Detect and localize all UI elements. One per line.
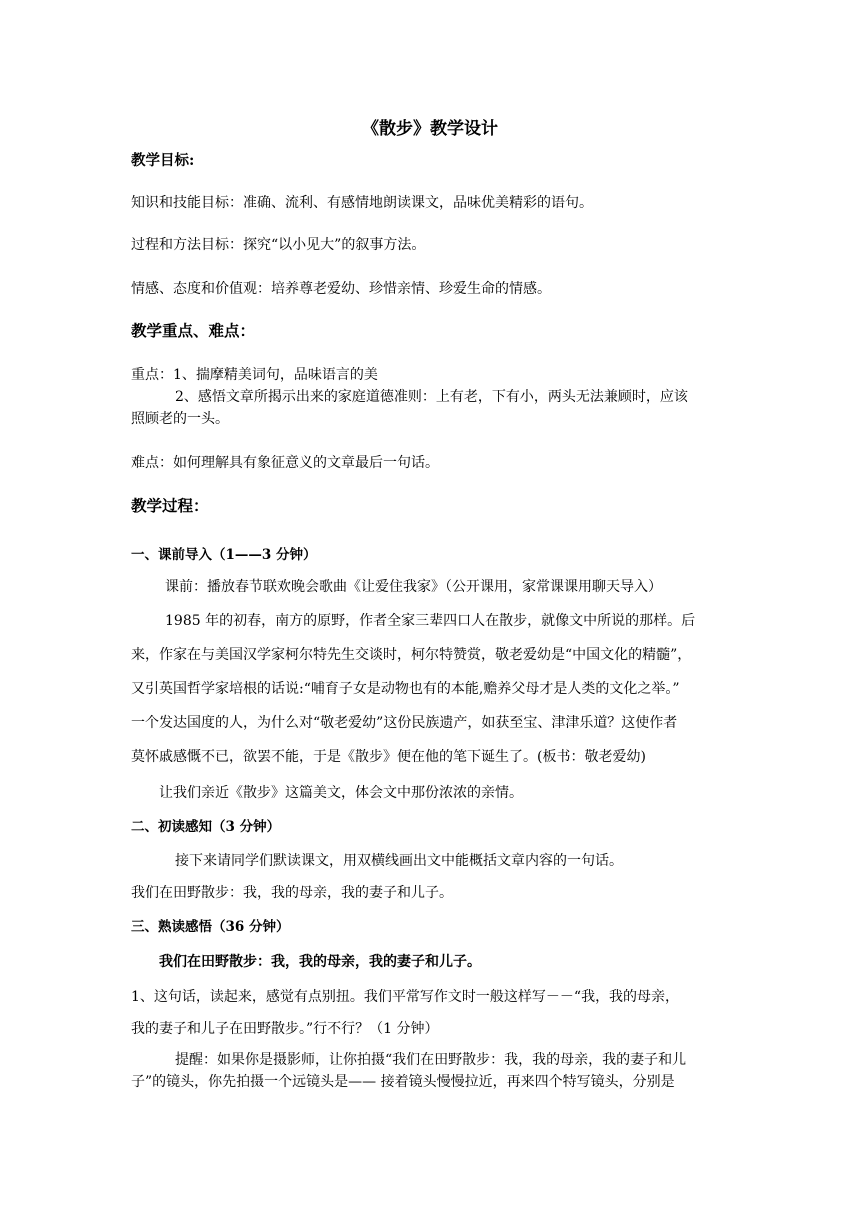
objectives-heading: 教学目标: xyxy=(131,152,195,169)
section3-heading: 三、熟读感悟（36 分钟） xyxy=(131,919,290,935)
keypoints-heading: 教学重点、难点： xyxy=(131,321,256,340)
section1-heading: 一、课前导入（1——3 分钟） xyxy=(131,547,317,563)
section1-p3: 让我们亲近《散步》这篇美文，体会文中那份浓浓的亲情。 xyxy=(159,785,523,801)
section1-p1: 课前：播放春节联欢晚会歌曲《让爱住我家》（公开课用，家常课课用聊天导入） xyxy=(165,579,662,595)
document-title: 《散步》教学设计 xyxy=(362,119,498,139)
difficulty: 难点：如何理解具有象征意义的文章最后一句话。 xyxy=(131,455,439,471)
section2-p2: 我们在田野散步：我，我的母亲，我的妻子和儿子。 xyxy=(131,885,453,901)
section2-heading: 二、初读感知（3 分钟） xyxy=(131,819,281,835)
section2-p1: 接下来请同学们默读课文，用双横线画出文中能概括文章内容的一句话。 xyxy=(175,853,623,869)
keypoint-2-line2: 照顾老的一头。 xyxy=(131,411,229,427)
keypoint-1: 重点：1、揣摩精美词句，品味语言的美 xyxy=(131,367,378,383)
section1-p2-line2: 来，作家在与美国汉学家柯尔特先生交谈时，柯尔特赞赏，敬老爱幼是“中国文化的精髓”， xyxy=(131,647,692,663)
process-heading: 教学过程： xyxy=(131,496,209,515)
section1-p2-line5: 莫怀戚感慨不已，欲罢不能，于是《散步》便在他的笔下诞生了。(板书：敬老爱幼) xyxy=(131,749,646,765)
objective-knowledge: 知识和技能目标：准确、流利、有感情地朗读课文，品味优美精彩的语句。 xyxy=(131,195,593,211)
section1-p2-line1: 1985 年的初春，南方的原野，作者全家三辈四口人在散步，就像文中所说的那样。后 xyxy=(165,613,696,629)
section3-p1-line1: 1、这句话，读起来，感觉有点别扭。我们平常写作文时一般这样写－－“我，我的母亲， xyxy=(131,989,680,1005)
section3-quote: 我们在田野散步：我，我的母亲，我的妻子和儿子。 xyxy=(159,954,481,970)
section1-p2-line3: 又引英国哲学家培根的话说:“哺育子女是动物也有的本能,赡养父母才是人类的文化之举。” xyxy=(131,681,680,697)
keypoint-2-line1: 2、感悟文章所揭示出来的家庭道德准则：上有老，下有小，两头无法兼顾时，应该 xyxy=(175,389,688,405)
section1-p2-line4: 一个发达国度的人，为什么对“敬老爱幼”这份民族遗产，如获至宝、津津乐道？这使作者 xyxy=(131,715,678,731)
section3-p1-line2: 我的妻子和儿子在田野散步。”行不行？（1 分钟） xyxy=(131,1021,439,1037)
objective-emotion: 情感、态度和价值观：培养尊老爱幼、珍惜亲情、珍爱生命的情感。 xyxy=(131,281,551,297)
objective-process: 过程和方法目标：探究“以小见大”的叙事方法。 xyxy=(131,237,426,253)
section3-p2-line1: 提醒：如果你是摄影师，让你拍摄“我们在田野散步：我，我的母亲，我的妻子和儿 xyxy=(175,1052,687,1068)
section3-p2-line2: 子”的镜头，你先拍摄一个远镜头是—— 接着镜头慢慢拉近，再来四个特写镜头，分别是 xyxy=(131,1074,675,1090)
